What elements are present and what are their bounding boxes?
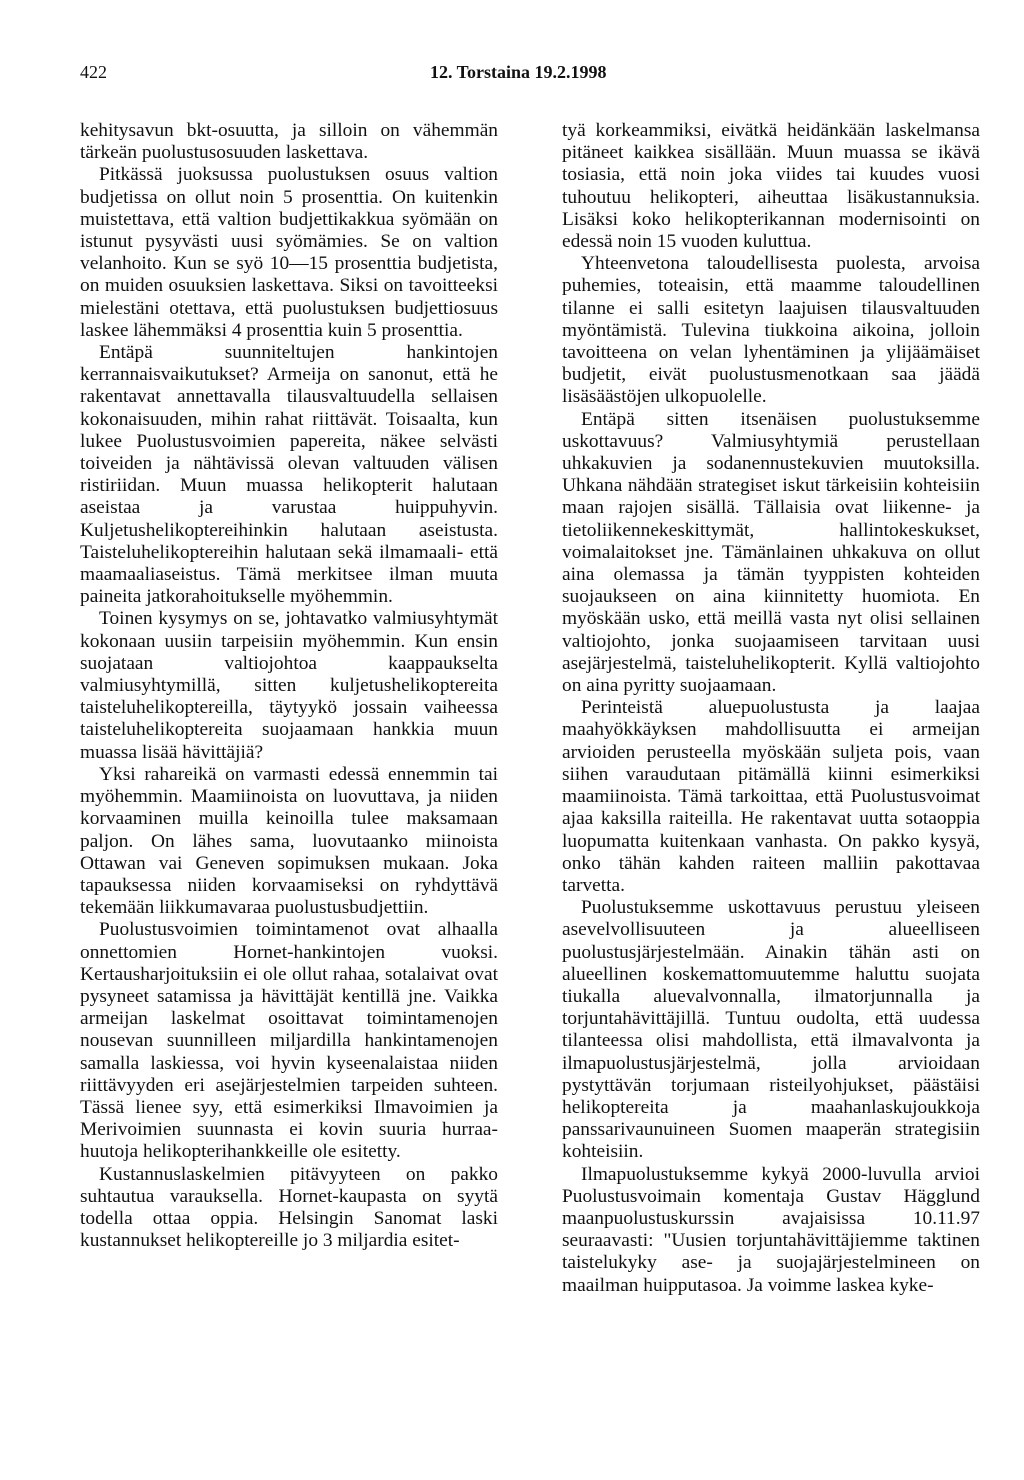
left-column (80, 120, 498, 1252)
paragraph: Entäpä sitten itsenäisen puolustuksemme uskottavuus? Valmiusyhtymiä perustellaan uhkakuvien ja sodanennustekuvien muutoksilla. Uhkana nähdään strategiset iskut tärkeisiin kohteisiin maan rajojen sisällä. Tällaisia ovat liikenne- ja tietoliikennekeskittymät, hallintokeskukset, voimalaitokset jne. Tämänlainen uhkakuva on ollut aina olemassa ja tämän tyyppisten kohteiden suojaukseen on aina kiinnitetty huomiota. En myöskään usko, että meillä vasta nyt olisi sellainen valtiojohto, jonka suojaamiseen tarvitaan uusi asejärjestelmä, taisteluhelikopterit. Kyllä valtiojohto on aina pyritty suojaamaan. (562, 408, 980, 697)
paragraph: tyä korkeammiksi, eivätkä heidänkään laskelmansa pitäneet kaikkea sisällään. Muun muassa se ikävä tosiasia, että noin joka viides tai kuudes vuosi tuhoutuu helikopteri, aiheuttaa lisäkustannuksia. Lisäksi koko helikopterikannan modernisointi on edessä noin 15 vuoden kuluttua. (562, 120, 980, 253)
paragraph: Perinteistä aluepuolustusta ja laajaa maahyökkäyksen mahdollisuutta ei armeijan arvioiden perusteella myöskään suljeta pois, vaan siihen varaudutaan pitämällä kiinni esimerkiksi maamiinoista. Tämä tarkoittaa, että Puolustusvoimat ajaa kaksilla raiteilla. He rakentavat uutta sotaoppia luopumatta kuitenkaan vanhasta. On pakko kysyä, onko tähän kahden raiteen malliin pakottavaa tarvetta. (562, 697, 980, 896)
running-head: 12. Torstaina 19.2.1998 (430, 62, 607, 82)
paragraph: Entäpä suunniteltujen hankintojen kerrannaisvaikutukset? Armeija on sanonut, että he rakentavat annettavalla tilausvaltuudella sellaisen kokonaisuuden, mihin rahat riittävät. Toisaalta, kun lukee Puolustusvoimien papereita, näkee selvästi toiveiden ja nähtävissä olevan valtuuden välisen ristiriidan. Muun muassa helikopterit halutaan aseistaa ja varustaa huippuhyvin. Kuljetushelikoptereihinkin halutaan aseistusta. Taisteluhelikoptereihin halutaan sekä ilmamaali- että maamaaliaseistus. Tämä merkitsee ilman muuta paineita jatkorahoitukselle myöhemmin. (80, 342, 498, 608)
right-column (562, 120, 980, 1297)
paragraph: Puolustusvoimien toimintamenot ovat alhaalla onnettomien Hornet-hankintojen vuoksi. Kertausharjoituksiin ei ole ollut rahaa, sotalaivat ovat pysyneet satamissa ja hävittäjät kentillä jne. Vaikka armeijan laskelmat osoittavat toimintamenojen nousevan suunnilleen miljardilla hankintamenojen samalla laskiessa, voi hyvin kyseenalaistaa niiden riittävyyden eri asejärjestelmien tarpeiden suhteen. Tässä lienee syy, että esimerkiksi Ilmavoimien ja Merivoimien suunnasta ei kovin suuria hurraa-huutoja helikopterihankkeille ole esitetty. (80, 919, 498, 1163)
paragraph: Yksi rahareikä on varmasti edessä ennemmin tai myöhemmin. Maamiinoista on luovuttava, ja niiden korvaaminen muilla keinoilla tulee maksamaan paljon. On lähes sama, luovutaanko miinoista Ottawan vai Geneven sopimuksen mukaan. Joka tapauksessa niiden korvaamiseksi on ryhdyttävä tekemään liikkumavaraa puolustusbudjettiin. (80, 763, 498, 919)
paragraph: kehitysavun bkt-osuutta, ja silloin on vähemmän tärkeän puolustusosuuden laskettava. (80, 120, 498, 164)
paragraph: Kustannuslaskelmien pitävyyteen on pakko suhtautua varauksella. Hornet-kaupasta on syytä todella ottaa oppia. Helsingin Sanomat laski kustannukset helikoptereille jo 3 miljardia esitet- (80, 1163, 498, 1252)
paragraph: Yhteenvetona taloudellisesta puolesta, arvoisa puhemies, toteaisin, että maamme taloudellinen tilanne ei salli esitetyn laajuisen tilausvaltuuden myöntämistä. Tulevina tiukkoina aikoina, jolloin tavoitteena on velan lyhentäminen ja ylijäämäiset budjetit, eivät puolustusmenotkaan saa jäädä lisäsäästöjen ulkopuolelle. (562, 253, 980, 408)
paragraph: Toinen kysymys on se, johtavatko valmiusyhtymät kokonaan uusiin tarpeisiin myöhemmin. Kun ensin suojataan valtiojohtoa kaappaukselta valmiusyhtymillä, sitten kuljetushelikoptereita taisteluhelikoptereilla, täytyykö jossain vaiheessa taisteluhelikoptereita suojaamaan hankkia muun muassa lisää hävittäjiä? (80, 608, 498, 763)
paragraph: Ilmapuolustuksemme kykyä 2000-luvulla arvioi Puolustusvoimain komentaja Gustav Hägglund maanpuolustuskurssin avajaisissa 10.11.97 seuraavasti: "Uusien torjuntahävittäjiemme taktinen taistelukyky ase- ja suojajärjestelmineen on maailman huipputasoa. Ja voimme laskea kyke- (562, 1163, 980, 1296)
page-header (80, 62, 980, 90)
paragraph: Puolustuksemme uskottavuus perustuu yleiseen asevelvollisuuteen ja alueelliseen puolustusjärjestelmään. Ainakin tähän asti on alueellinen koskemattomuutemme haluttu suojata tiukalla aluevalvonnalla, ilmatorjunnalla ja torjuntahävittäjillä. Tuntuu oudolta, että uudessa tilanteessa olisi mahdollista, että ilmavalvonta ja ilmapuolustusjärjestelmä, jolla arvioidaan pystyttävän torjumaan risteilyohjukset, päästäisi helikoptereita ja maahanlaskujoukkoja panssarivaunuineen Suomen maaperän strategisiin kohteisiin. (562, 897, 980, 1163)
paragraph: Pitkässä juoksussa puolustuksen osuus valtion budjetissa on ollut noin 5 prosenttia. On kuitenkin muistettava, että valtion budjettikakkua syömään on istunut pysyvästi uusi syömämies. Se on valtion velanhoito. Kun se syö 10—15 prosenttia budjetista, on muiden osuuksien laskettava. Siksi on tavoitteeksi mielestäni otettava, että puolustuksen budjettiosuus laskee lähemmäksi 4 prosenttia kuin 5 prosenttia. (80, 164, 498, 341)
page-number: 422 (80, 62, 107, 82)
